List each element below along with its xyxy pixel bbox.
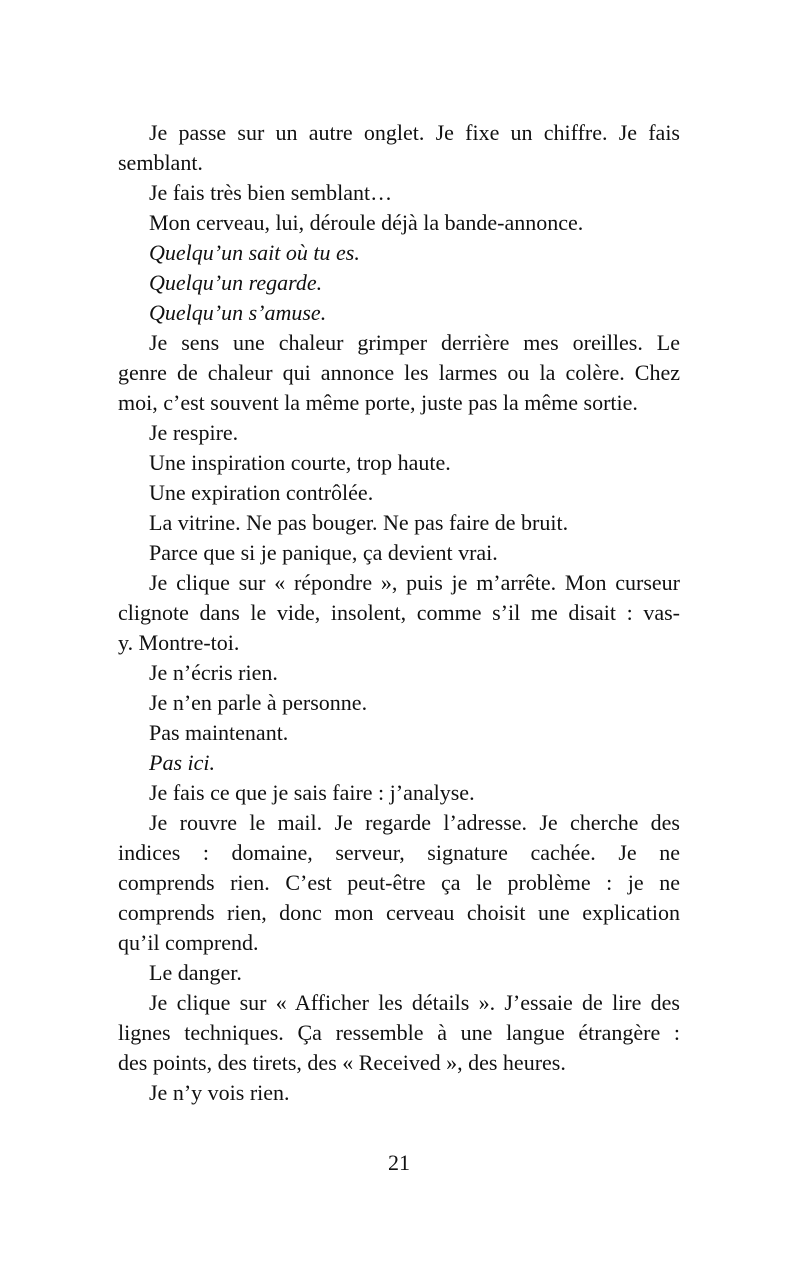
- paragraph: [118, 1078, 680, 1108]
- paragraph: [118, 778, 680, 808]
- paragraph: [118, 298, 680, 328]
- paragraph: [118, 658, 680, 688]
- paragraph: [118, 208, 680, 238]
- paragraph: [118, 478, 680, 508]
- text-line: clignote dans le vide, insolent, comme s’il me disait : vas-: [118, 600, 680, 625]
- text-line: Je fais ce que je sais faire : j’analyse.: [149, 780, 475, 805]
- paragraph: [118, 808, 680, 958]
- paragraph: [118, 718, 680, 748]
- text-line: y. Montre-toi.: [118, 630, 240, 655]
- text-line: Parce que si je panique, ça devient vrai.: [149, 540, 498, 565]
- text-line: lignes techniques. Ça ressemble à une langue étrangère :: [118, 1020, 680, 1045]
- text-line: Le danger.: [149, 960, 242, 985]
- paragraph: [118, 988, 680, 1078]
- paragraph: [118, 538, 680, 568]
- paragraph: [118, 118, 680, 178]
- paragraph: [118, 448, 680, 478]
- text-line: Pas ici.: [149, 750, 215, 775]
- text-line: Mon cerveau, lui, déroule déjà la bande-annonce.: [149, 210, 584, 235]
- text-line: Pas maintenant.: [149, 720, 289, 745]
- text-line: Une inspiration courte, trop haute.: [149, 450, 451, 475]
- text-line: qu’il comprend.: [118, 930, 259, 955]
- paragraph: [118, 238, 680, 268]
- paragraph: [118, 508, 680, 538]
- text-line: genre de chaleur qui annonce les larmes ou la colère. Chez: [118, 360, 680, 385]
- text-line: des points, des tirets, des « Received », des heures.: [118, 1050, 566, 1075]
- text-line: Je respire.: [149, 420, 239, 445]
- text-line: Quelqu’un s’amuse.: [149, 300, 327, 325]
- text-line: La vitrine. Ne pas bouger. Ne pas faire de bruit.: [149, 510, 569, 535]
- text-line: Une expiration contrôlée.: [149, 480, 374, 505]
- text-line: Je n’en parle à personne.: [149, 690, 368, 715]
- text-line: Je sens une chaleur grimper derrière mes oreilles. Le: [149, 330, 680, 355]
- text-line: Je clique sur « répondre », puis je m’arrête. Mon curseur: [149, 570, 680, 595]
- text-line: Quelqu’un regarde.: [149, 270, 323, 295]
- paragraph: [118, 568, 680, 658]
- text-line: moi, c’est souvent la même porte, juste pas la même sortie.: [118, 390, 638, 415]
- text-line: Je clique sur « Afficher les détails ». J’essaie de lire des: [149, 990, 680, 1015]
- paragraph: [118, 268, 680, 298]
- text-line: Je rouvre le mail. Je regarde l’adresse. Je cherche des: [149, 810, 680, 835]
- paragraph: [118, 418, 680, 448]
- paragraph: [118, 328, 680, 418]
- paragraph: [118, 178, 680, 208]
- text-line: Je n’y vois rien.: [149, 1080, 290, 1105]
- text-line: Je passe sur un autre onglet. Je fixe un chiffre. Je fais: [149, 120, 680, 145]
- text-line: comprends rien, donc mon cerveau choisit une explication: [118, 900, 680, 925]
- text-line: Je fais très bien semblant…: [149, 180, 393, 205]
- page-number: 21: [388, 1150, 410, 1175]
- text-line: comprends rien. C’est peut-être ça le problème : je ne: [118, 870, 680, 895]
- paragraph: [118, 688, 680, 718]
- text-line: semblant.: [118, 150, 203, 175]
- paragraph: [118, 958, 680, 988]
- page-body: [118, 118, 680, 1108]
- text-line: Je n’écris rien.: [149, 660, 278, 685]
- text-line: Quelqu’un sait où tu es.: [149, 240, 360, 265]
- text-line: indices : domaine, serveur, signature cachée. Je ne: [118, 840, 680, 865]
- paragraph: [118, 748, 680, 778]
